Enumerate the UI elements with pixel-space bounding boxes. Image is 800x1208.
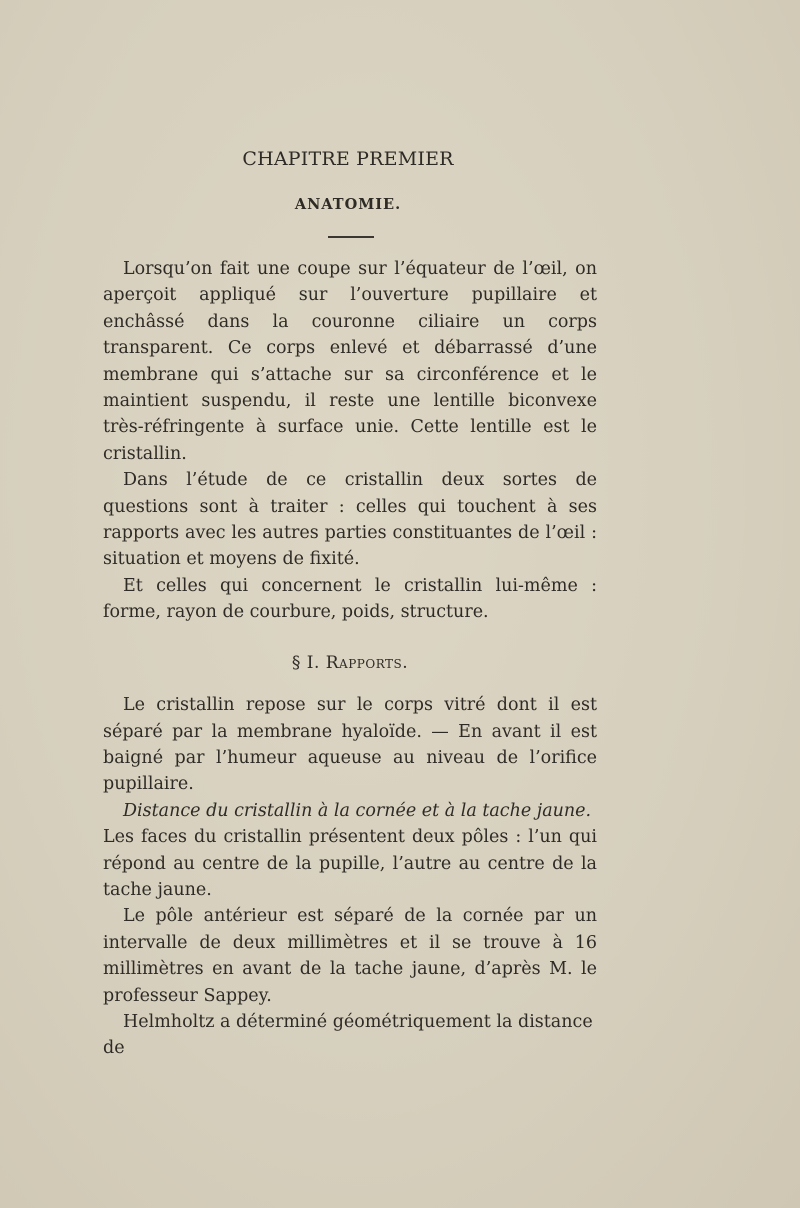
paragraph: Les faces du cristallin présentent deux pôles : l’un qui répond au centre de la pupille, l’autre au centre de la tache jaune. <box>103 827 597 900</box>
paragraph: Le pôle antérieur est séparé de la cornée par un intervalle de deux millimètres et il se trouve à 16 millimètres en avant de la tache jaune, d’après M. le professeur Sappey. <box>103 906 597 1006</box>
section-title: ANATOMIE. <box>294 196 402 213</box>
title-rule <box>328 236 374 238</box>
subsection-title: § I. Rapports. <box>291 652 409 673</box>
paragraph: Dans l’étude de ce cristallin deux sortes de questions sont à traiter : celles qui touchent à ses rapports avec les autres parties constituantes de l’œil : situation et moyens de fixité. <box>103 470 597 570</box>
italic-heading: Distance du cristallin à la cornée et à la tache jaune. <box>123 800 592 821</box>
chapter-title: CHAPITRE PREMIER <box>242 148 454 170</box>
paragraph: Lorsqu’on fait une coupe sur l’équateur de l’œil, on aperçoit appliqué sur l’ouverture pupillaire et enchâssé dans la couronne ciliaire un corps transparent. Ce corps enlevé et débarrassé d’une membrane qui s’attache sur sa circonférence et le maintient suspendu, il reste une lentille biconvexe très-réfringente à surface unie. Cette lentille est le cristallin. <box>103 259 597 464</box>
paragraph: Le cristallin repose sur le corps vitré dont il est séparé par la membrane hyaloïde. — En avant il est baigné par l’humeur aqueuse au niveau de l’orifice pupillaire. <box>103 695 597 795</box>
paragraph: Et celles qui concernent le cristallin lui-même : forme, rayon de courbure, poids, structure. <box>103 575 597 623</box>
paragraph: Helmholtz a déterminé géométriquement la distance de <box>103 1011 593 1059</box>
body-text <box>103 256 597 1062</box>
